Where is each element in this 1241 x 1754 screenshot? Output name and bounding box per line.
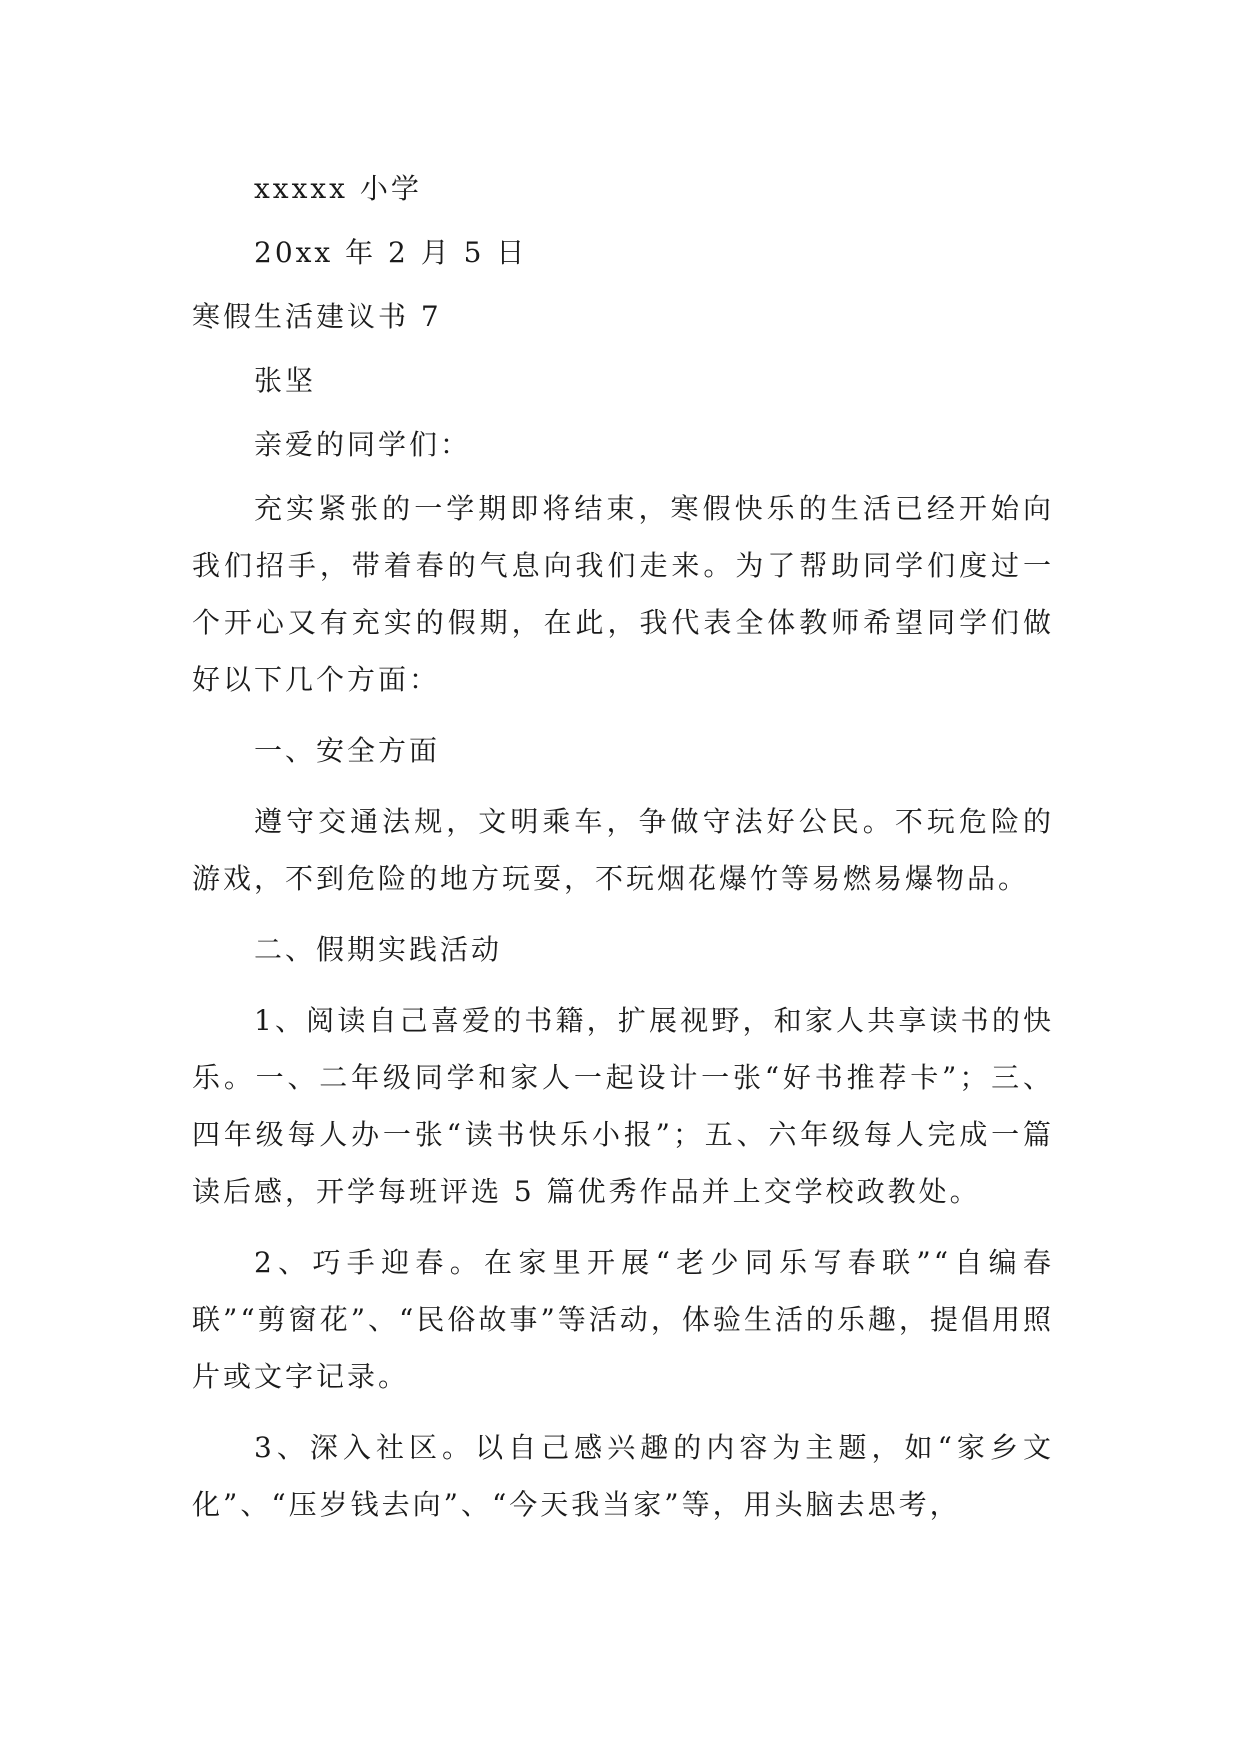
community-paragraph: 3、深入社区。以自己感兴趣的内容为主题，如“家乡文化”、“压岁钱去向”、“今天我当家”等，用头脑去思考， [192, 1431, 1054, 1521]
safety-paragraph: 遵守交通法规，文明乘车，争做守法好公民。不玩危险的游戏，不到危险的地方玩耍，不玩烟花爆竹等易燃易爆物品。 [192, 805, 1054, 895]
author-name: 张坚 [254, 364, 317, 397]
document-title: 寒假生活建议书 7 [192, 300, 442, 333]
signature-date: 20xx 年 2 月 5 日 [254, 236, 528, 269]
section-heading-activities: 二、假期实践活动 [254, 933, 503, 966]
spring-paragraph: 2、巧手迎春。在家里开展“老少同乐写春联”“自编春联”“剪窗花”、“民俗故事”等活动，体验生活的乐趣，提倡用照片或文字记录。 [192, 1246, 1054, 1393]
intro-paragraph: 充实紧张的一学期即将结束，寒假快乐的生活已经开始向我们招手，带着春的气息向我们走来。为了帮助同学们度过一个开心又有充实的假期，在此，我代表全体教师希望同学们做好以下几个方面： [192, 492, 1054, 696]
reading-paragraph: 1、阅读自己喜爱的书籍，扩展视野，和家人共享读书的快乐。一、二年级同学和家人一起设计一张“好书推荐卡”；三、四年级每人办一张“读书快乐小报”；五、六年级每人完成一篇读后感，开学每班评选 5 篇优秀作品并上交学校政教处。 [192, 1004, 1054, 1208]
school-signature: xxxxx 小学 [254, 172, 422, 205]
document-body [192, 160, 1054, 1533]
section-heading-safety: 一、安全方面 [254, 734, 441, 767]
greeting: 亲爱的同学们： [254, 428, 472, 461]
